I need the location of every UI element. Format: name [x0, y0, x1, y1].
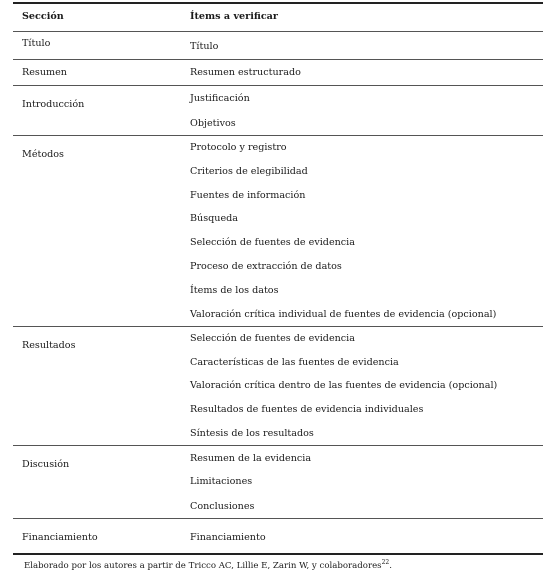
- item-conclusiones: Conclusiones: [190, 501, 255, 512]
- row-rule: [13, 85, 543, 86]
- header-rule: [13, 31, 543, 32]
- item-proceso-extraccion: Proceso de extracción de datos: [190, 261, 342, 272]
- footnote-end: .: [389, 561, 392, 571]
- row-rule: [13, 59, 543, 60]
- item-financiamiento: Financiamiento: [190, 532, 266, 543]
- source-footnote: [24, 561, 392, 571]
- item-limitaciones: Limitaciones: [190, 476, 253, 487]
- section-titulo: Título: [22, 38, 51, 49]
- section-introduccion: Introducción: [22, 99, 85, 110]
- table-bottom-rule: [13, 553, 543, 555]
- item-criterios: Criterios de elegibilidad: [190, 166, 308, 177]
- section-metodos: Métodos: [22, 149, 64, 160]
- item-objetivos: Objetivos: [190, 118, 236, 129]
- row-rule: [13, 518, 543, 519]
- item-protocolo: Protocolo y registro: [190, 142, 287, 153]
- item-items-datos: Ítems de los datos: [190, 285, 279, 296]
- row-rule: [13, 445, 543, 446]
- item-caracteristicas: Características de las fuentes de evidencia: [190, 357, 399, 368]
- item-resumen-evidencia: Resumen de la evidencia: [190, 453, 312, 464]
- item-titulo: Título: [190, 41, 219, 52]
- footnote-text: Elaborado por los autores a partir de Tricco AC, Lillie E, Zarin W, y colaboradores: [24, 561, 382, 571]
- section-financiamiento: Financiamiento: [22, 532, 98, 543]
- item-busqueda: Búsqueda: [190, 213, 239, 224]
- table-top-rule: [13, 2, 543, 4]
- section-resultados: Resultados: [22, 340, 76, 351]
- footnote-reference: 22: [381, 559, 390, 567]
- item-resultados-individuales: Resultados de fuentes de evidencia individuales: [190, 404, 424, 415]
- row-rule: [13, 135, 543, 136]
- section-discusion: Discusión: [22, 459, 70, 470]
- item-seleccion-fuentes: Selección de fuentes de evidencia: [190, 237, 355, 248]
- row-rule: [13, 326, 543, 327]
- section-resumen: Resumen: [22, 67, 67, 78]
- item-justificacion: Justificación: [190, 93, 250, 104]
- item-seleccion-fuentes-res: Selección de fuentes de evidencia: [190, 333, 355, 344]
- item-fuentes-informacion: Fuentes de información: [190, 190, 306, 201]
- item-valoracion-individual: Valoración crítica individual de fuentes de evidencia (opcional): [190, 309, 497, 320]
- header-section: Sección: [22, 11, 64, 22]
- item-sintesis: Síntesis de los resultados: [190, 428, 314, 439]
- item-valoracion-dentro: Valoración crítica dentro de las fuentes de evidencia (opcional): [190, 380, 498, 391]
- item-resumen-estructurado: Resumen estructurado: [190, 67, 301, 78]
- header-items: Ítems a verificar: [190, 11, 278, 22]
